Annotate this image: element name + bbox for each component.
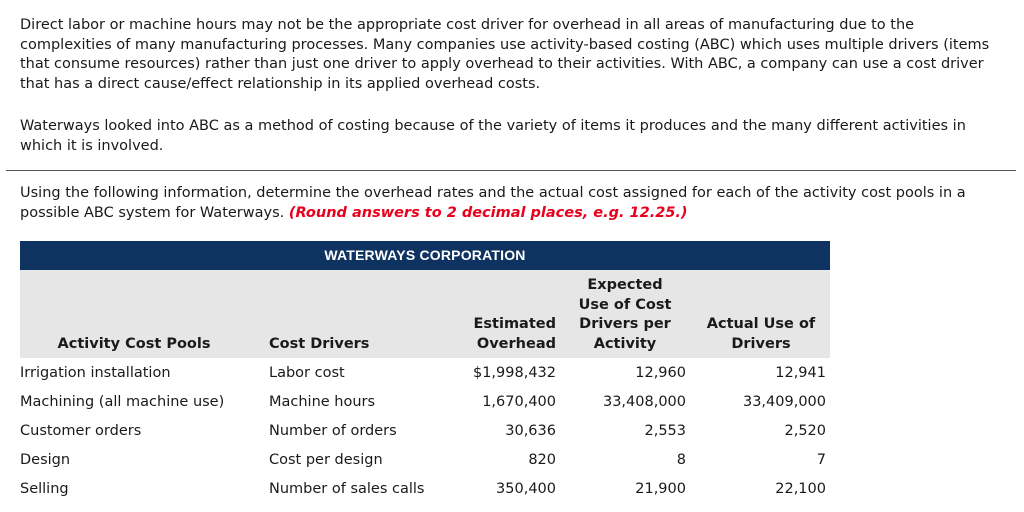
cell-expected-use: 2,553 — [644, 423, 686, 439]
cell-expected-use: 12,960 — [635, 365, 686, 381]
cell-activity-pool: Irrigation installation — [20, 365, 171, 381]
cell-estimated-overhead: $1,998,432 — [472, 365, 556, 381]
cell-estimated-overhead: 1,670,400 — [482, 394, 556, 410]
cell-activity-pool: Selling — [20, 481, 69, 497]
table-row — [20, 475, 830, 504]
rounding-note: (Round answers to 2 decimal places, e.g. 12.25.) — [288, 204, 688, 221]
table-title: WATERWAYS CORPORATION — [20, 241, 830, 270]
header-cost-drivers: Cost Drivers — [269, 335, 370, 352]
question-text — [20, 184, 1010, 223]
header-actual-use: Actual Use of Drivers — [706, 316, 816, 352]
cell-cost-driver: Cost per design — [269, 452, 383, 468]
header-expected-use: Expected Use of Cost Drivers per Activity — [578, 277, 672, 352]
cell-cost-driver: Number of orders — [269, 423, 397, 439]
cell-activity-pool: Customer orders — [20, 423, 142, 439]
table-body — [20, 359, 830, 504]
cell-actual-use: 33,409,000 — [742, 394, 826, 410]
intro-paragraph-2: Waterways looked into ABC as a method of costing because of the variety of items it produces and the many different activities in which it is involved. — [20, 118, 966, 154]
cell-expected-use: 8 — [676, 452, 686, 468]
header-estimated-overhead: Estimated Overhead — [473, 316, 556, 352]
intro-paragraph-1: Direct labor or machine hours may not be the appropriate cost driver for overhead in all areas of manufacturing due to the complexities of many manufacturing processes. Many companies use activity-based costing (ABC) which uses multiple drivers (items that consume resources) rather than just one driver to apply overhead to their activities. With ABC, a company can use a cost driver that has a direct cause/effect relationship in its applied overhead costs. — [20, 17, 990, 92]
cell-actual-use: 2,520 — [784, 423, 826, 439]
cell-estimated-overhead: 820 — [528, 452, 556, 468]
table-row — [20, 359, 830, 388]
waterways-table — [20, 241, 830, 504]
cell-expected-use: 21,900 — [635, 481, 686, 497]
cell-activity-pool: Machining (all machine use) — [20, 394, 225, 410]
cell-actual-use: 12,941 — [775, 365, 826, 381]
table-row — [20, 417, 830, 446]
cell-activity-pool: Design — [20, 452, 71, 468]
divider — [6, 170, 1016, 171]
cell-cost-driver: Number of sales calls — [269, 481, 425, 497]
cell-estimated-overhead: 350,400 — [496, 481, 556, 497]
cell-estimated-overhead: 30,636 — [505, 423, 556, 439]
table-row — [20, 388, 830, 417]
question-body: Using the following information, determine the overhead rates and the actual cost assigned for each of the activity cost pools in a possible ABC system for Waterways. — [20, 185, 966, 221]
cell-cost-driver: Labor cost — [269, 365, 345, 381]
cell-expected-use: 33,408,000 — [602, 394, 686, 410]
cell-cost-driver: Machine hours — [269, 394, 376, 410]
table-row — [20, 446, 830, 475]
header-activity-cost-pools: Activity Cost Pools — [57, 335, 211, 352]
cell-actual-use: 22,100 — [775, 481, 826, 497]
table-header-row — [20, 270, 830, 359]
cell-actual-use: 7 — [816, 452, 826, 468]
